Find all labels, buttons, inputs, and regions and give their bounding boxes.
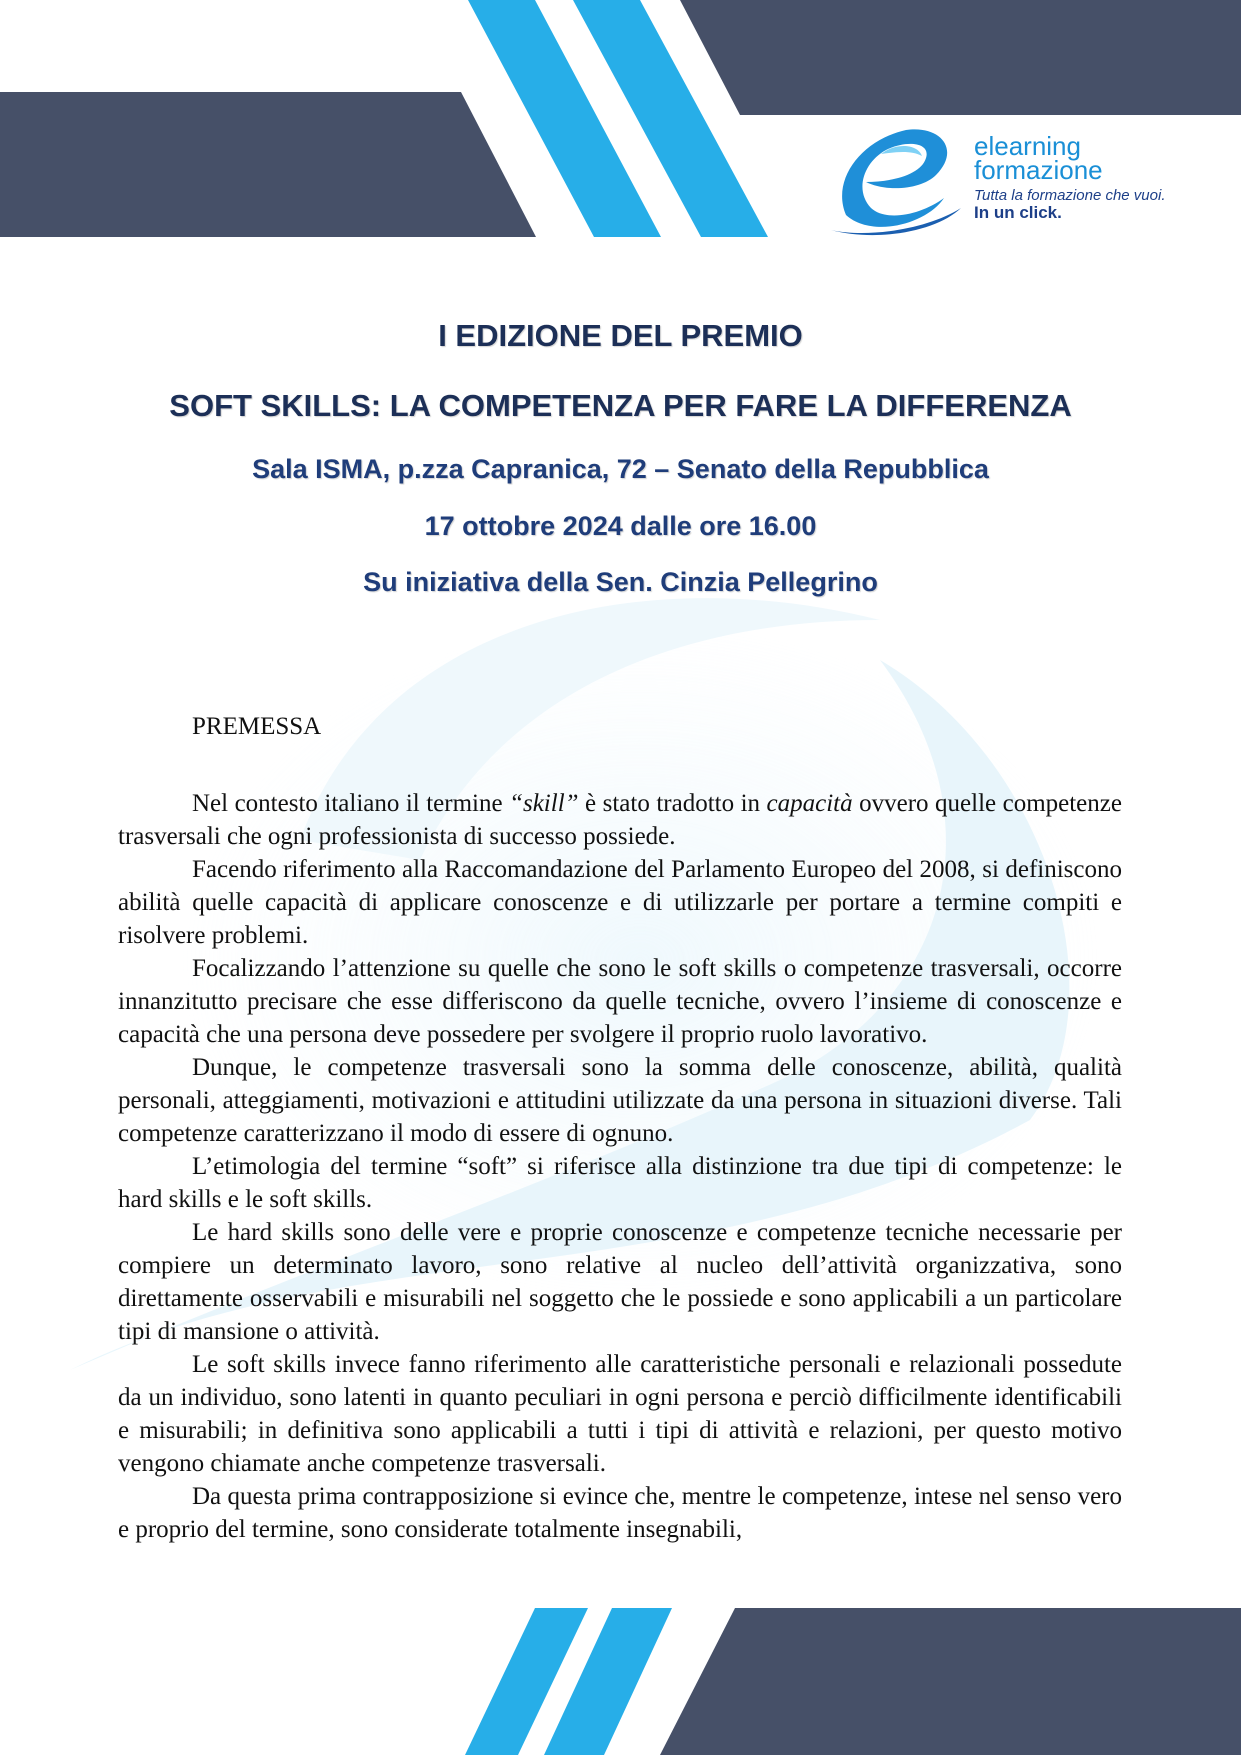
paragraph: Focalizzando l’attenzione su quelle che sono le soft skills o competenze trasversali, occorre innanzitutto precisare che esse differiscono da quelle tecniche, ovvero l’insieme di conoscenze e capacità che una persona deve possedere per svolgere il proprio ruolo lavorativo. [118,955,1122,1048]
paragraph: Da questa prima contrapposizione si evince che, mentre le competenze, intese nel senso vero e proprio del termine, sono considerate totalmente insegnabili, [118,1483,1122,1543]
logo-line2: formazione [974,155,1103,185]
paragraph: Dunque, le competenze trasversali sono la somma delle conoscenze, abilità, qualità personali, atteggiamenti, motivazioni e attitudini utilizzate da una persona in situazioni diverse. Tali competenze caratterizzano il modo di essere di ognuno. [118,1054,1122,1147]
logo-tagline2: In un click. [974,203,1062,222]
text-run: è stato tradotto in [578,790,767,817]
event-title: I EDIZIONE DEL PREMIO [438,318,803,353]
text-run: Nel contesto italiano il termine [192,790,510,817]
section-heading: PREMESSA [192,713,322,740]
text-run: ovvero quelle competenze trasversali che ogni professionista di successo possiede. [118,790,1122,850]
top-right-band [680,0,1241,115]
italic-term: capacità [766,790,853,817]
paragraph: L’etimologia del termine “soft” si riferisce alla distinzione tra due tipi di competenze: le hard skills e le soft skills. [118,1153,1122,1213]
paragraph: Facendo riferimento alla Raccomandazione del Parlamento Europeo del 2008, si definiscono abilità quelle capacità di applicare conoscenze e di utilizzarle per portare a termine compiti e risolvere problemi. [118,856,1122,949]
bottom-right-band [660,1608,1241,1755]
paragraph [118,787,1122,853]
event-subtitle: SOFT SKILLS: LA COMPETENZA PER FARE LA DIFFERENZA [169,388,1072,423]
document-body [118,710,1122,1546]
paragraph: Le hard skills sono delle vere e proprie conoscenze e competenze tecniche necessarie per compiere un determinato lavoro, sono relative al nucleo dell’attività organizzativa, sono direttamente osservabili e misurabili nel soggetto che le possiede e sono applicabili a un particolare tipi di mansione o attività. [118,1219,1122,1345]
logo-line1: elearning [974,131,1081,161]
logo-swirl-icon [826,120,966,240]
paragraph: Le soft skills invece fanno riferimento alle caratteristiche personali e relazionali possedute da un individuo, sono latenti in quanto peculiari in ogni persona e perciò difficilmente identificabili e misurabili; in definitiva sono applicabili a tutti i tipi di attività e relazioni, per questo motivo vengono chiamate anche competenze trasversali. [118,1351,1122,1477]
logo-tagline1: Tutta la formazione che vuoi. [974,187,1166,204]
top-left-band [0,92,536,237]
event-initiative: Su iniziativa della Sen. Cinzia Pellegrino [363,567,878,597]
elearning-formazione-logo [826,120,1186,240]
event-venue: Sala ISMA, p.zza Capranica, 72 – Senato della Repubblica [252,454,989,484]
event-date: 17 ottobre 2024 dalle ore 16.00 [424,511,817,541]
italic-term: “skill” [509,790,579,817]
logo-text [974,131,1166,222]
